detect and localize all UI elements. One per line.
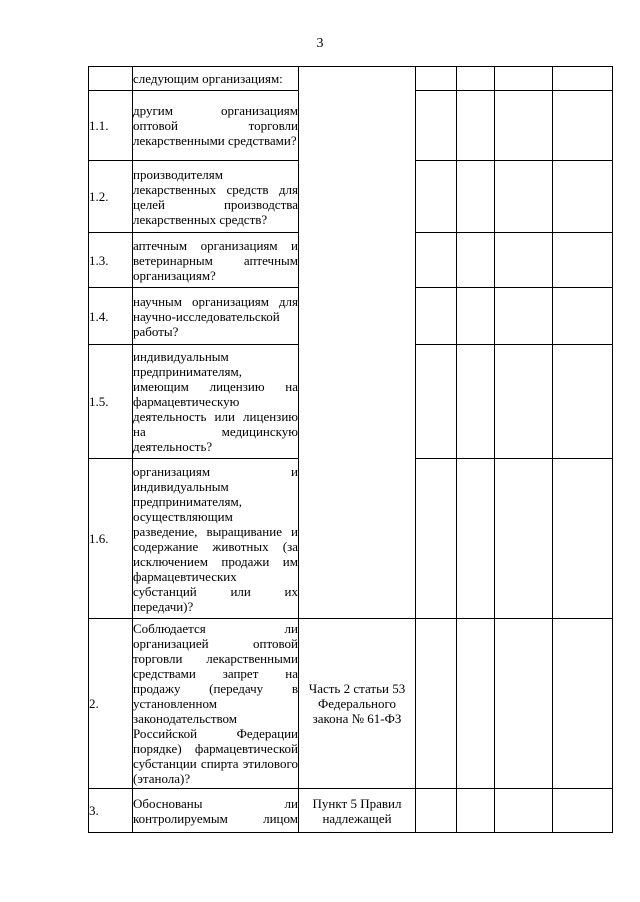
answer-cell bbox=[495, 161, 553, 233]
answer-cell bbox=[457, 233, 495, 288]
answer-cell bbox=[416, 288, 457, 345]
row-number: 1.3. bbox=[89, 233, 133, 288]
answer-cell bbox=[416, 233, 457, 288]
table-row bbox=[89, 619, 613, 789]
table-row bbox=[89, 789, 613, 833]
answer-cell bbox=[553, 161, 613, 233]
answer-cell bbox=[416, 619, 457, 789]
page-number: 3 bbox=[316, 36, 324, 51]
row-number: 1.6. bbox=[89, 459, 133, 619]
question-cell: Обоснованы ли контролируемым лицом bbox=[133, 789, 299, 833]
row-number: 1.4. bbox=[89, 288, 133, 345]
answer-cell bbox=[457, 619, 495, 789]
question-cell: организациям и индивидуальным предпринимателям, осуществляющим разведение, выращивание и содержание животных (за исключением продажи им фармацевтических субстанций или их передачи)? bbox=[133, 459, 299, 619]
answer-cell bbox=[416, 91, 457, 161]
basis-cell-merged bbox=[299, 67, 416, 619]
row-number bbox=[89, 67, 133, 91]
answer-cell bbox=[457, 161, 495, 233]
answer-cell bbox=[553, 233, 613, 288]
answer-cell bbox=[495, 67, 553, 91]
question-cell: индивидуальным предпринимателям, имеющим лицензию на фармацевтическую деятельность или лицензию на медицинскую деятельность? bbox=[133, 345, 299, 459]
answer-cell bbox=[553, 789, 613, 833]
answer-cell bbox=[416, 789, 457, 833]
row-number: 1.1. bbox=[89, 91, 133, 161]
legal-basis-cell: Часть 2 статьи 53 Федерального закона № 61-ФЗ bbox=[299, 619, 416, 789]
row-number: 1.5. bbox=[89, 345, 133, 459]
row-number: 2. bbox=[89, 619, 133, 789]
answer-cell bbox=[495, 288, 553, 345]
answer-cell bbox=[416, 67, 457, 91]
question-cell: Соблюдается ли организацией оптовой торговли лекарственными средствами запрет на продажу (передачу в установленном законодательством Российской Федерации порядке) фармацевтической субстанции спирта этилового (этанола)? bbox=[133, 619, 299, 789]
answer-cell bbox=[553, 91, 613, 161]
answer-cell bbox=[457, 67, 495, 91]
row-number: 1.2. bbox=[89, 161, 133, 233]
answer-cell bbox=[416, 459, 457, 619]
answer-cell bbox=[457, 91, 495, 161]
question-cell: научным организациям для научно-исследовательской работы? bbox=[133, 288, 299, 345]
table-row bbox=[89, 67, 613, 91]
question-cell: другим организациям оптовой торговли лекарственными средствами? bbox=[133, 91, 299, 161]
answer-cell bbox=[495, 91, 553, 161]
checklist-table bbox=[88, 66, 613, 833]
answer-cell bbox=[495, 619, 553, 789]
answer-cell bbox=[457, 459, 495, 619]
answer-cell bbox=[495, 345, 553, 459]
answer-cell bbox=[495, 233, 553, 288]
answer-cell bbox=[457, 345, 495, 459]
answer-cell bbox=[553, 345, 613, 459]
row-number: 3. bbox=[89, 789, 133, 833]
answer-cell bbox=[495, 459, 553, 619]
answer-cell bbox=[495, 789, 553, 833]
answer-cell bbox=[553, 288, 613, 345]
answer-cell bbox=[457, 789, 495, 833]
answer-cell bbox=[416, 345, 457, 459]
question-cell: аптечным организациям и ветеринарным аптечным организациям? bbox=[133, 233, 299, 288]
answer-cell bbox=[553, 459, 613, 619]
answer-cell bbox=[553, 67, 613, 91]
question-cell: производителям лекарственных средств для целей производства лекарственных средств? bbox=[133, 161, 299, 233]
question-cell: следующим организациям: bbox=[133, 67, 299, 91]
answer-cell bbox=[457, 288, 495, 345]
answer-cell bbox=[553, 619, 613, 789]
answer-cell bbox=[416, 161, 457, 233]
legal-basis-cell: Пункт 5 Правил надлежащей bbox=[299, 789, 416, 833]
